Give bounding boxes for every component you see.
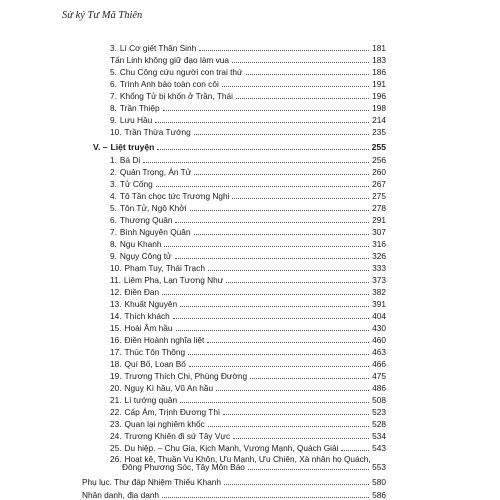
toc-entry-number: 24. <box>110 431 122 441</box>
toc-entry-number: 20. <box>110 383 122 393</box>
toc-page-number: 275 <box>372 191 386 201</box>
dot-leader <box>163 110 369 111</box>
dot-leader <box>194 134 369 135</box>
dot-leader <box>233 438 369 439</box>
toc-entry-title: Bá Di <box>119 155 141 165</box>
toc-entry-title: Ngụy Công tử <box>119 251 172 261</box>
toc-page-number: 486 <box>372 383 386 393</box>
toc-entry-title: Nguỵ Kì hầu, Vũ An hầu <box>124 383 214 393</box>
toc-entry-title: Bình Nguyên Quân <box>119 227 191 237</box>
toc-page-number: 391 <box>372 299 386 309</box>
toc-page-number: 580 <box>372 477 386 487</box>
toc-entry-number: 6. <box>110 215 117 225</box>
dot-leader <box>164 246 369 247</box>
toc-entry-number: 1. <box>110 155 117 165</box>
toc-page-number: 316 <box>372 239 386 249</box>
toc-entry-title: Đông Phương Sóc, Tây Môn Báo <box>122 462 245 472</box>
toc-page-number: 508 <box>372 395 386 405</box>
toc-page-number: 198 <box>372 103 386 113</box>
toc-page-number: 543 <box>372 443 386 453</box>
toc-entry-number: 11. <box>110 275 121 285</box>
toc-page-number: 460 <box>372 335 386 345</box>
toc-entry-number: 21. <box>110 395 122 405</box>
toc-page-number: 463 <box>372 347 386 357</box>
dot-leader <box>216 390 369 391</box>
toc-page-number: 214 <box>372 115 386 125</box>
toc-entry-number: 2. <box>110 167 117 177</box>
toc-entry-title: Trương Khiên đi sứ Tây Vực <box>124 431 231 441</box>
toc-page-number: 181 <box>372 43 386 53</box>
toc-entry <box>82 487 386 500</box>
toc-entry-number: 7. <box>110 227 117 237</box>
toc-page-number: 260 <box>372 167 386 177</box>
toc-page-number: 256 <box>372 155 386 165</box>
toc-entry-number: 7. <box>110 91 117 101</box>
toc-entry-title: Hoài Âm hầu <box>124 323 173 333</box>
dot-leader <box>175 258 369 259</box>
toc-page-number: 523 <box>372 407 386 417</box>
toc-page-number: 196 <box>372 91 386 101</box>
toc-entry-title: Chu Công cứu người con trai thứ <box>119 67 243 77</box>
toc-entry-title: Thích khách <box>124 311 170 321</box>
toc-entry-title: Du hiệp. – Chu Gia, Kịch Mạnh, Vương Mạnh, Quách Giải <box>124 443 339 453</box>
toc-entry-title: Trần Thừa Tướng <box>124 127 191 137</box>
toc-section-heading <box>93 139 386 152</box>
toc-entry-title: Quản Trọng, Án Tử <box>119 167 192 177</box>
dot-leader <box>248 469 369 470</box>
toc-page-number: 235 <box>372 127 386 137</box>
toc-entry-title: Thương Quân <box>119 215 173 225</box>
toc-entry-number: 9. <box>110 115 117 125</box>
dot-leader <box>222 86 369 87</box>
dot-leader <box>207 342 369 343</box>
toc-entry <box>82 474 386 487</box>
toc-entry-number: 22. <box>110 407 122 417</box>
toc-entry-title: Lí Cơ giết Thân Sinh <box>119 43 197 53</box>
toc-page-number: 528 <box>372 419 386 429</box>
toc-entry-title: Liêm Pha, Lạn Tương Như <box>123 275 224 285</box>
toc-entry-number: 8. <box>110 239 117 249</box>
dot-leader <box>189 366 369 367</box>
toc-entry-title: Ngu Khanh <box>119 239 162 249</box>
toc-entry-title: Liệt truyện <box>110 142 155 152</box>
toc-entry-title: Thúc Tôn Thông <box>124 347 186 357</box>
toc-entry-number: 26. <box>110 454 122 464</box>
dot-leader <box>194 174 369 175</box>
dot-leader <box>250 378 369 379</box>
toc-entry-number: V. – <box>93 142 108 152</box>
toc-page-number: 307 <box>372 227 386 237</box>
toc-entry-number: 3. <box>110 43 117 53</box>
dot-leader <box>162 294 369 295</box>
toc-entry-title: Phụ lục. Thư đáp Nhiệm Thiếu Khanh <box>82 477 222 487</box>
toc-entry-number: 10. <box>110 127 122 137</box>
dot-leader <box>155 122 369 123</box>
dot-leader <box>194 234 370 235</box>
dot-leader <box>188 354 369 355</box>
dot-leader <box>190 210 369 211</box>
dot-leader <box>162 497 369 498</box>
toc-entry-number: 16. <box>110 335 122 345</box>
toc-page-number: 373 <box>372 275 386 285</box>
toc-entry-number: 14. <box>110 311 122 321</box>
toc-entry-number: 10. <box>110 263 122 273</box>
dot-leader <box>223 414 369 415</box>
dot-leader <box>226 282 369 283</box>
toc-page-number: 191 <box>372 79 386 89</box>
dot-leader <box>236 98 369 99</box>
toc-page-number: 475 <box>372 371 386 381</box>
toc-page-number: 586 <box>372 490 386 500</box>
dot-leader <box>224 484 369 485</box>
toc-entry-number: 8. <box>110 103 117 113</box>
dot-leader <box>180 306 369 307</box>
toc-entry-number: 6. <box>110 79 117 89</box>
dot-leader <box>180 402 369 403</box>
toc-entry-title: Trương Thích Chi, Phùng Đường <box>124 371 248 381</box>
toc-page-number: 278 <box>372 203 386 213</box>
toc-entry-title: Trần Thiệp <box>119 103 160 113</box>
toc-page-number: 466 <box>372 359 386 369</box>
toc-entry-number: 17. <box>110 347 122 357</box>
toc-entry-number: 18. <box>110 359 122 369</box>
toc-page-number: 267 <box>372 179 386 189</box>
dot-leader <box>208 426 369 427</box>
dot-leader <box>156 186 369 187</box>
dot-leader <box>143 162 369 163</box>
toc-page-number: 183 <box>372 55 386 65</box>
toc-page-number: 534 <box>372 431 386 441</box>
toc-entry-title: Trình Anh bảo toàn con côi <box>119 79 219 89</box>
toc-page-number: 382 <box>372 287 386 297</box>
toc-entry-title: Quan lại nghiêm khốc <box>124 419 205 429</box>
toc-entry-number: 19. <box>110 371 122 381</box>
toc-entry-number: 13. <box>110 299 122 309</box>
toc-entry-title: Quí Bố, Loan Bố <box>124 359 186 369</box>
toc-page-number: 326 <box>372 251 386 261</box>
toc-entry-title: Lưu Hầu <box>119 115 153 125</box>
dot-leader <box>232 62 369 63</box>
dot-leader <box>157 149 368 150</box>
toc-entry-title: Tử Cống <box>119 179 153 189</box>
toc-entry-number: 5. <box>110 67 117 77</box>
toc-entry-title: Tấn Linh không giữ đạo làm vua <box>110 55 230 65</box>
toc-entry <box>110 461 386 472</box>
dot-leader <box>208 270 369 271</box>
dot-leader <box>175 222 369 223</box>
toc-entry-number: 4. <box>110 191 117 201</box>
toc-entry-number: 25. <box>110 443 122 453</box>
toc-entry-number: 12. <box>110 287 122 297</box>
running-header: Sử ký Tư Mã Thiên <box>62 10 143 21</box>
toc-entry-title: Phạm Tuy, Thái Trạch <box>124 263 205 273</box>
toc-entry-title: Cấp Ám, Trịnh Đương Thì <box>124 407 221 417</box>
toc-entry-title: Tô Tần chọc tức Trương Nghi <box>119 191 230 201</box>
toc-entry-title: Tôn Tử, Ngô Khởi <box>119 203 187 213</box>
toc-entry-number: 23. <box>110 419 122 429</box>
dot-leader <box>176 330 369 331</box>
toc-entry-number: 5. <box>110 203 117 213</box>
toc-page-number: 430 <box>372 323 386 333</box>
toc-entry-title: Điền Đan <box>124 287 160 297</box>
toc-entry-title: Nhân danh, địa danh <box>82 490 160 500</box>
toc-entry-number: 3. <box>110 179 117 189</box>
toc-entry-number: 9. <box>110 251 117 261</box>
dot-leader <box>246 74 369 75</box>
dot-leader <box>232 198 369 199</box>
toc-entry-title: Khuất Nguyên <box>124 299 178 309</box>
toc-page-number: 553 <box>372 462 386 472</box>
toc-entry-title: Hoạt kê, Thuần Vu Khôn, Ưu Mạnh, Ưu Chiên, Xà nhân họ Quách, <box>124 454 371 464</box>
toc-entry-number: 15. <box>110 323 122 333</box>
dot-leader <box>199 50 369 51</box>
toc-page-number: 186 <box>372 67 386 77</box>
dot-leader <box>173 318 369 319</box>
toc-page-number: 291 <box>372 215 386 225</box>
toc-entry-title: Khổng Tử bị khốn ở Trần, Thái <box>119 91 234 101</box>
toc-page-number: 255 <box>371 142 386 152</box>
toc-entry <box>110 124 386 137</box>
toc-entry-title: Lí tướng quân <box>124 395 178 405</box>
toc-page-number: 404 <box>372 311 386 321</box>
toc-entry-title: Điền Hoành nghĩa liệt <box>124 335 205 345</box>
toc-page-number: 333 <box>372 263 386 273</box>
